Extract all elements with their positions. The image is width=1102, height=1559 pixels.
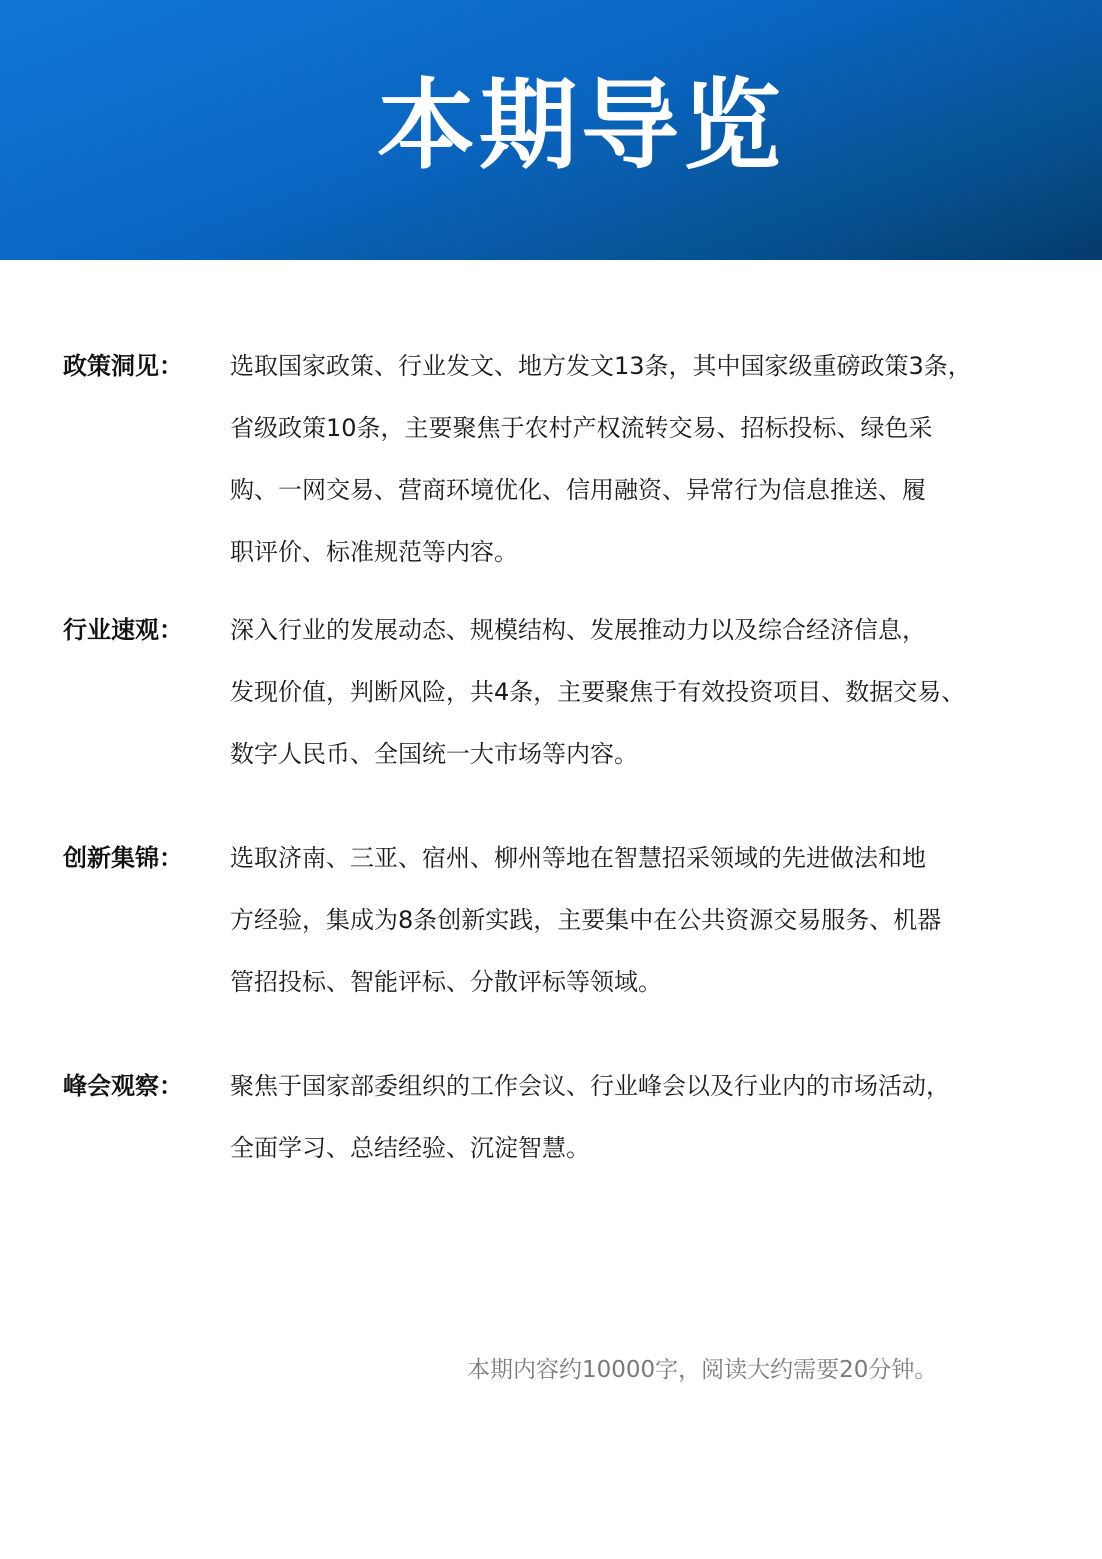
section-text-line: 省级政策10条，主要聚焦于农村产权流转交易、招标投标、绿色采	[230, 414, 933, 442]
section-text-line: 全面学习、总结经验、沉淀智慧。	[230, 1134, 590, 1162]
header-banner	[0, 0, 1102, 260]
section-text-line: 数字人民币、全国统一大市场等内容。	[230, 740, 638, 768]
section-text-line: 聚焦于国家部委组织的工作会议、行业峰会以及行业内的市场活动，	[230, 1072, 950, 1100]
reading-time-note: 本期内容约10000字，阅读大约需要20分钟。	[467, 1357, 938, 1383]
section-text-line: 发现价值，判断风险，共4条，主要聚焦于有效投资项目、数据交易、	[230, 678, 966, 706]
page-title: 本期导览	[376, 69, 785, 183]
section-text-line: 方经验，集成为8条创新实践，主要集中在公共资源交易服务、机器	[230, 906, 942, 934]
section-body	[230, 1055, 1010, 1179]
section-text-line: 管招投标、智能评标、分散评标等领域。	[230, 968, 662, 996]
section-label: 政策洞见：	[63, 352, 183, 380]
section-body	[230, 599, 1010, 785]
section-text-line: 选取国家政策、行业发文、地方发文13条，其中国家级重磅政策3条，	[230, 352, 972, 380]
section-body	[230, 827, 1010, 1013]
section-label: 创新集锦：	[63, 844, 183, 872]
section-text-line: 选取济南、三亚、宿州、柳州等地在智慧招采领域的先进做法和地	[230, 844, 926, 872]
section-body	[230, 335, 1010, 583]
section-text-line: 职评价、标准规范等内容。	[230, 538, 518, 566]
section-label: 峰会观察：	[63, 1072, 183, 1100]
section-text-line: 购、一网交易、营商环境优化、信用融资、异常行为信息推送、履	[230, 476, 926, 504]
section-label: 行业速观：	[63, 616, 183, 644]
section-text-line: 深入行业的发展动态、规模结构、发展推动力以及综合经济信息，	[230, 616, 926, 644]
